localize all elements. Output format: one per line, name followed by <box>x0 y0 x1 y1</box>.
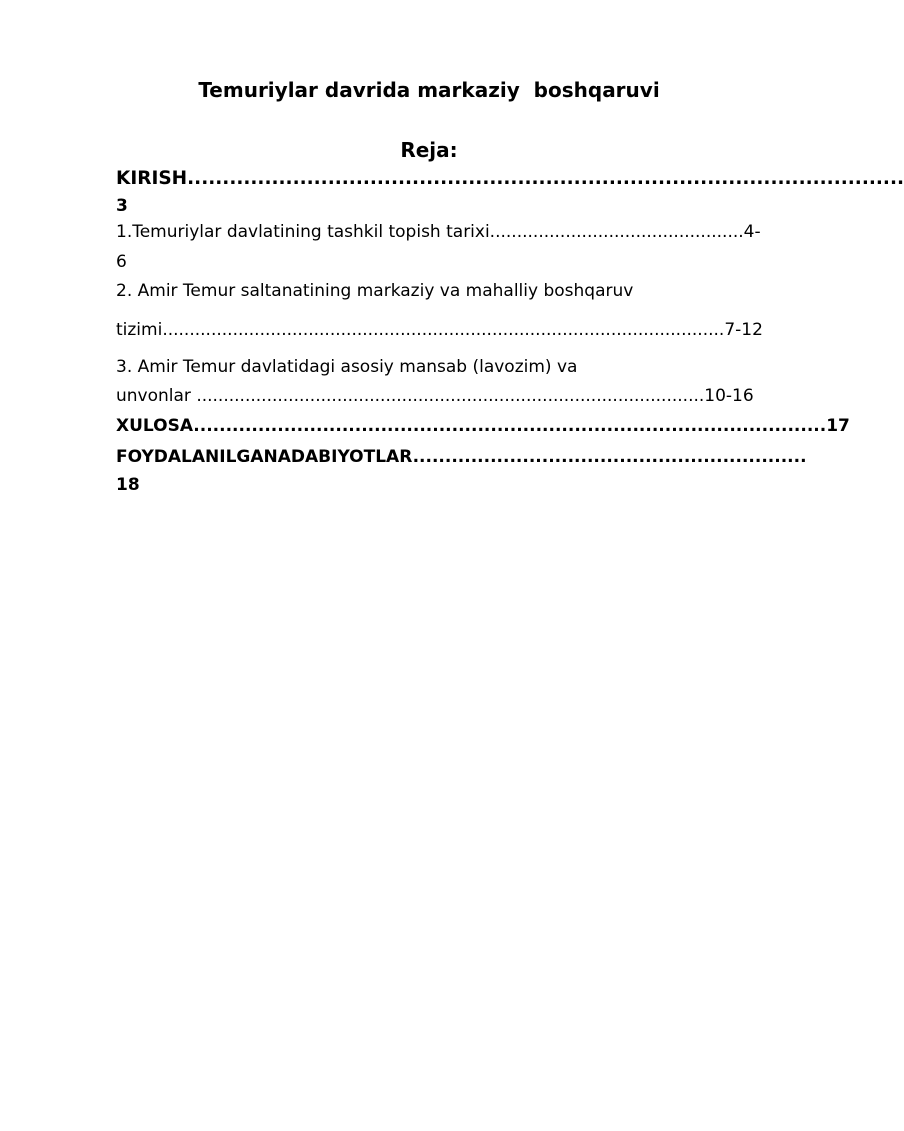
toc-item-1-line: 1.Temuriylar davlatining tashkil topish tarixi...............................................4- <box>116 222 761 242</box>
toc-intro-line: KIRISH...................................................................................................... <box>116 168 904 189</box>
toc-item-2-page: tizimi........................................................................................................7-12 <box>116 320 763 340</box>
toc-item-2-line: 2. Amir Temur saltanatining markaziy va mahalliy boshqaruv <box>116 281 634 301</box>
toc-references-page: 18 <box>116 475 140 495</box>
plan-heading: Reja: <box>400 138 458 162</box>
toc-item-3-line: 3. Amir Temur davlatidagi asosiy mansab (lavozim) va <box>116 357 578 377</box>
toc-item-3-page: unvonlar ..............................................................................................10-16 <box>116 386 754 406</box>
toc-conclusion-line: XULOSA..................................................................................................17 <box>116 416 850 436</box>
document-title: Temuriylar davrida markaziy boshqaruvi <box>198 78 660 102</box>
toc-intro-page: 3 <box>116 196 128 216</box>
toc-references-line: FOYDALANILGANADABIYOTLAR............................................................. <box>116 447 807 467</box>
toc-item-1-page: 6 <box>116 252 127 272</box>
